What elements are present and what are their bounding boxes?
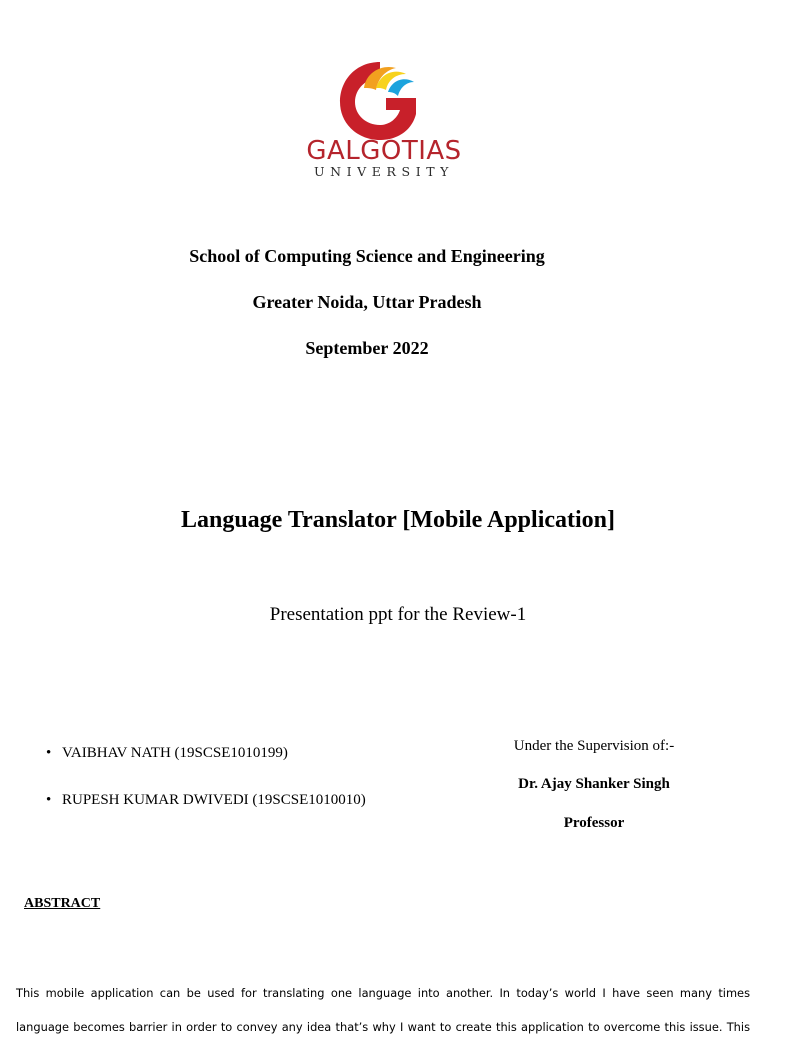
logo-wordmark: GALGOTIAS: [306, 136, 462, 166]
galgotias-logo-mark-icon: [336, 58, 424, 144]
logo-subtitle: UNIVERSITY: [313, 164, 455, 179]
student-item: [46, 793, 366, 840]
abstract-line: language becomes barrier in order to convey any idea that’s why I want to create this application to overcome this issue. This: [16, 1020, 750, 1034]
bullet-icon: •: [46, 792, 52, 808]
supervisor-name: Dr. Ajay Shanker Singh: [518, 776, 670, 792]
supervision-label: Under the Supervision of:-: [513, 738, 675, 754]
date-text: September 2022: [305, 338, 429, 358]
abstract-body: [16, 976, 750, 1044]
location-text: Greater Noida, Uttar Pradesh: [252, 292, 482, 312]
project-title: Language Translator [Mobile Application]: [180, 507, 616, 533]
student-list: [46, 746, 366, 840]
student-name: VAIBHAV NATH (19SCSE1010199): [62, 745, 288, 761]
abstract-heading: ABSTRACT: [24, 896, 101, 911]
supervisor-designation: Professor: [563, 815, 625, 831]
project-subtitle: Presentation ppt for the Review-1: [269, 604, 527, 625]
student-name: RUPESH KUMAR DWIVEDI (19SCSE1010010): [62, 792, 366, 808]
school-name: School of Computing Science and Engineering: [189, 246, 545, 266]
university-logo: [284, 58, 484, 184]
student-item: [46, 746, 366, 793]
abstract-line: This mobile application can be used for translating one language into another. In today’s world I have seen many times: [16, 986, 750, 1000]
bullet-icon: •: [46, 745, 52, 761]
